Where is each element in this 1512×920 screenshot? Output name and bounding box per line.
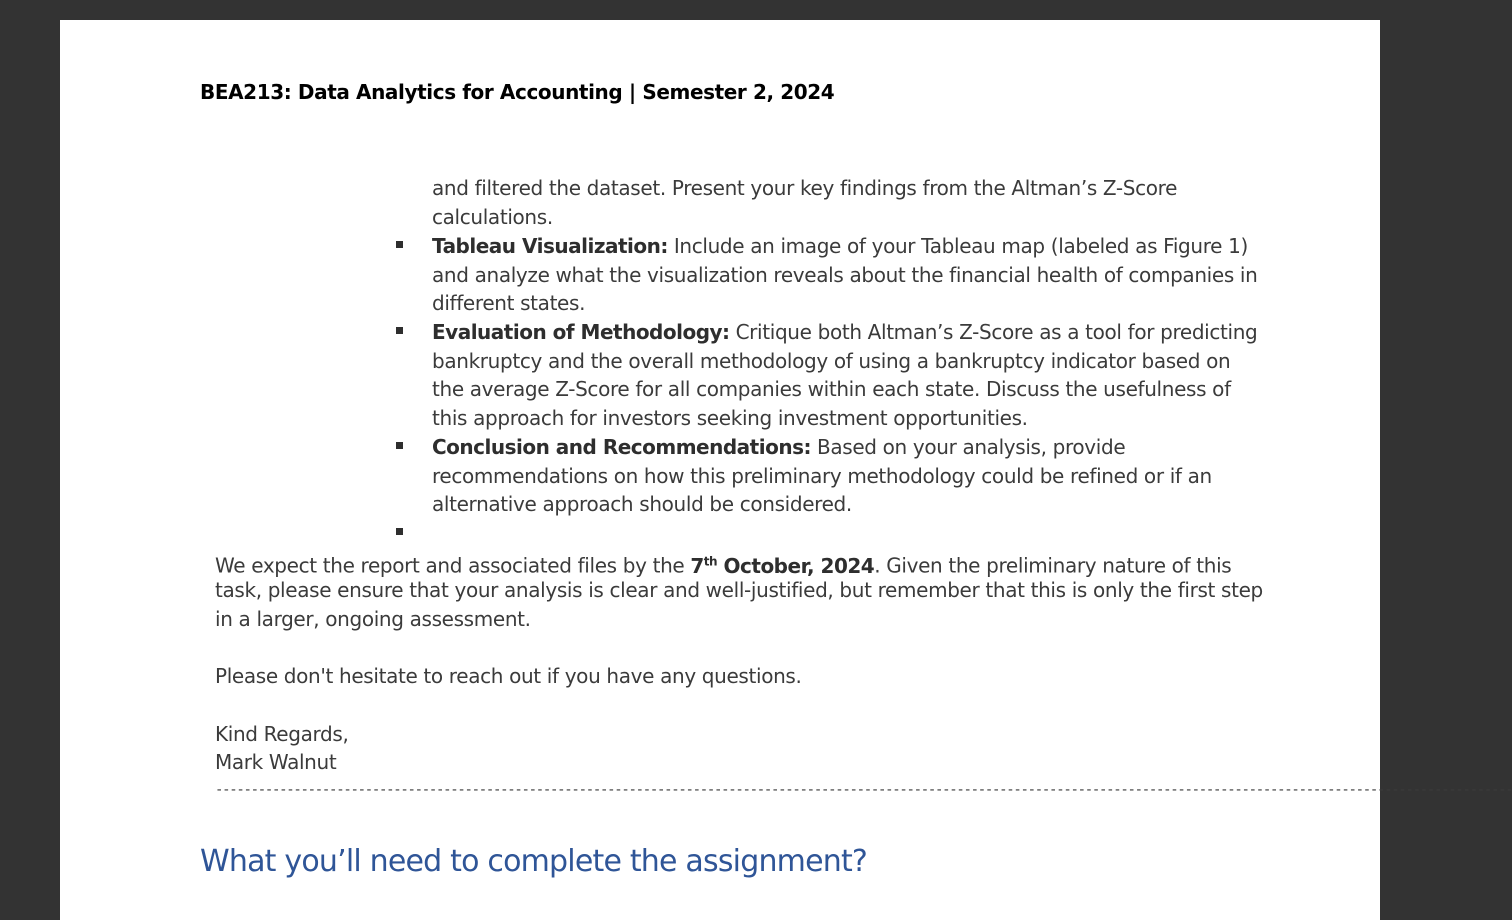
bullet-text-line: alternative approach should be considered.: [432, 492, 852, 516]
bullet-text: Based on your analysis, provide: [810, 435, 1126, 459]
bullet-item: [432, 234, 1248, 258]
bullet-label: Tableau Visualization:: [432, 234, 668, 258]
document-page: [60, 20, 1512, 920]
deadline-day-suffix: th: [703, 554, 718, 568]
bullet-label: Evaluation of Methodology:: [432, 320, 730, 344]
empty-bullet-marker: [396, 528, 403, 535]
deadline-suffix: . Given the preliminary nature of this: [874, 553, 1232, 578]
contact-line: Please don't hesitate to reach out if you have any questions.: [215, 664, 802, 688]
bullet-marker: [396, 327, 403, 334]
bullet-item: [432, 320, 1257, 344]
deadline-prefix: We expect the report and associated files by the: [215, 553, 691, 578]
bullet-text-line: the average Z-Score for all companies within each state. Discuss the usefulness of: [432, 377, 1231, 401]
body-text-line: task, please ensure that your analysis is clear and well-justified, but remember that this is only the first step: [215, 578, 1263, 602]
body-text-line: and filtered the dataset. Present your key findings from the Altman’s Z-Score: [432, 176, 1178, 200]
deadline-paragraph: [215, 549, 1231, 578]
bullet-text: Include an image of your Tableau map (labeled as Figure 1): [667, 234, 1248, 258]
signature: Mark Walnut: [215, 750, 337, 774]
page-header: BEA213: Data Analytics for Accounting | Semester 2, 2024: [200, 80, 835, 104]
bullet-text-line: this approach for investors seeking investment opportunities.: [432, 406, 1028, 430]
bullet-text-line: bankruptcy and the overall methodology of using a bankruptcy indicator based on: [432, 349, 1231, 373]
deadline-day: 7: [690, 553, 704, 578]
deadline-date: [690, 554, 874, 578]
separator-line: --------------------------------------------------------------------------------------------------------------------------------------------------------------------------------------: [215, 782, 1512, 798]
bullet-label: Conclusion and Recommendations:: [432, 435, 811, 459]
signoff: Kind Regards,: [215, 722, 349, 746]
bullet-item: [432, 435, 1125, 459]
body-text-line: in a larger, ongoing assessment.: [215, 607, 531, 631]
body-text-line: calculations.: [432, 205, 553, 229]
bullet-marker: [396, 442, 403, 449]
bullet-text-line: different states.: [432, 291, 586, 315]
bullet-text-line: and analyze what the visualization reveals about the financial health of companies in: [432, 263, 1258, 287]
bullet-marker: [396, 241, 403, 248]
bullet-text: Critique both Altman’s Z-Score as a tool for predicting: [729, 320, 1258, 344]
deadline-month-year: October, 2024: [717, 553, 875, 578]
bullet-text-line: recommendations on how this preliminary methodology could be refined or if an: [432, 464, 1212, 488]
section-heading: What you’ll need to complete the assignment?: [200, 844, 868, 879]
